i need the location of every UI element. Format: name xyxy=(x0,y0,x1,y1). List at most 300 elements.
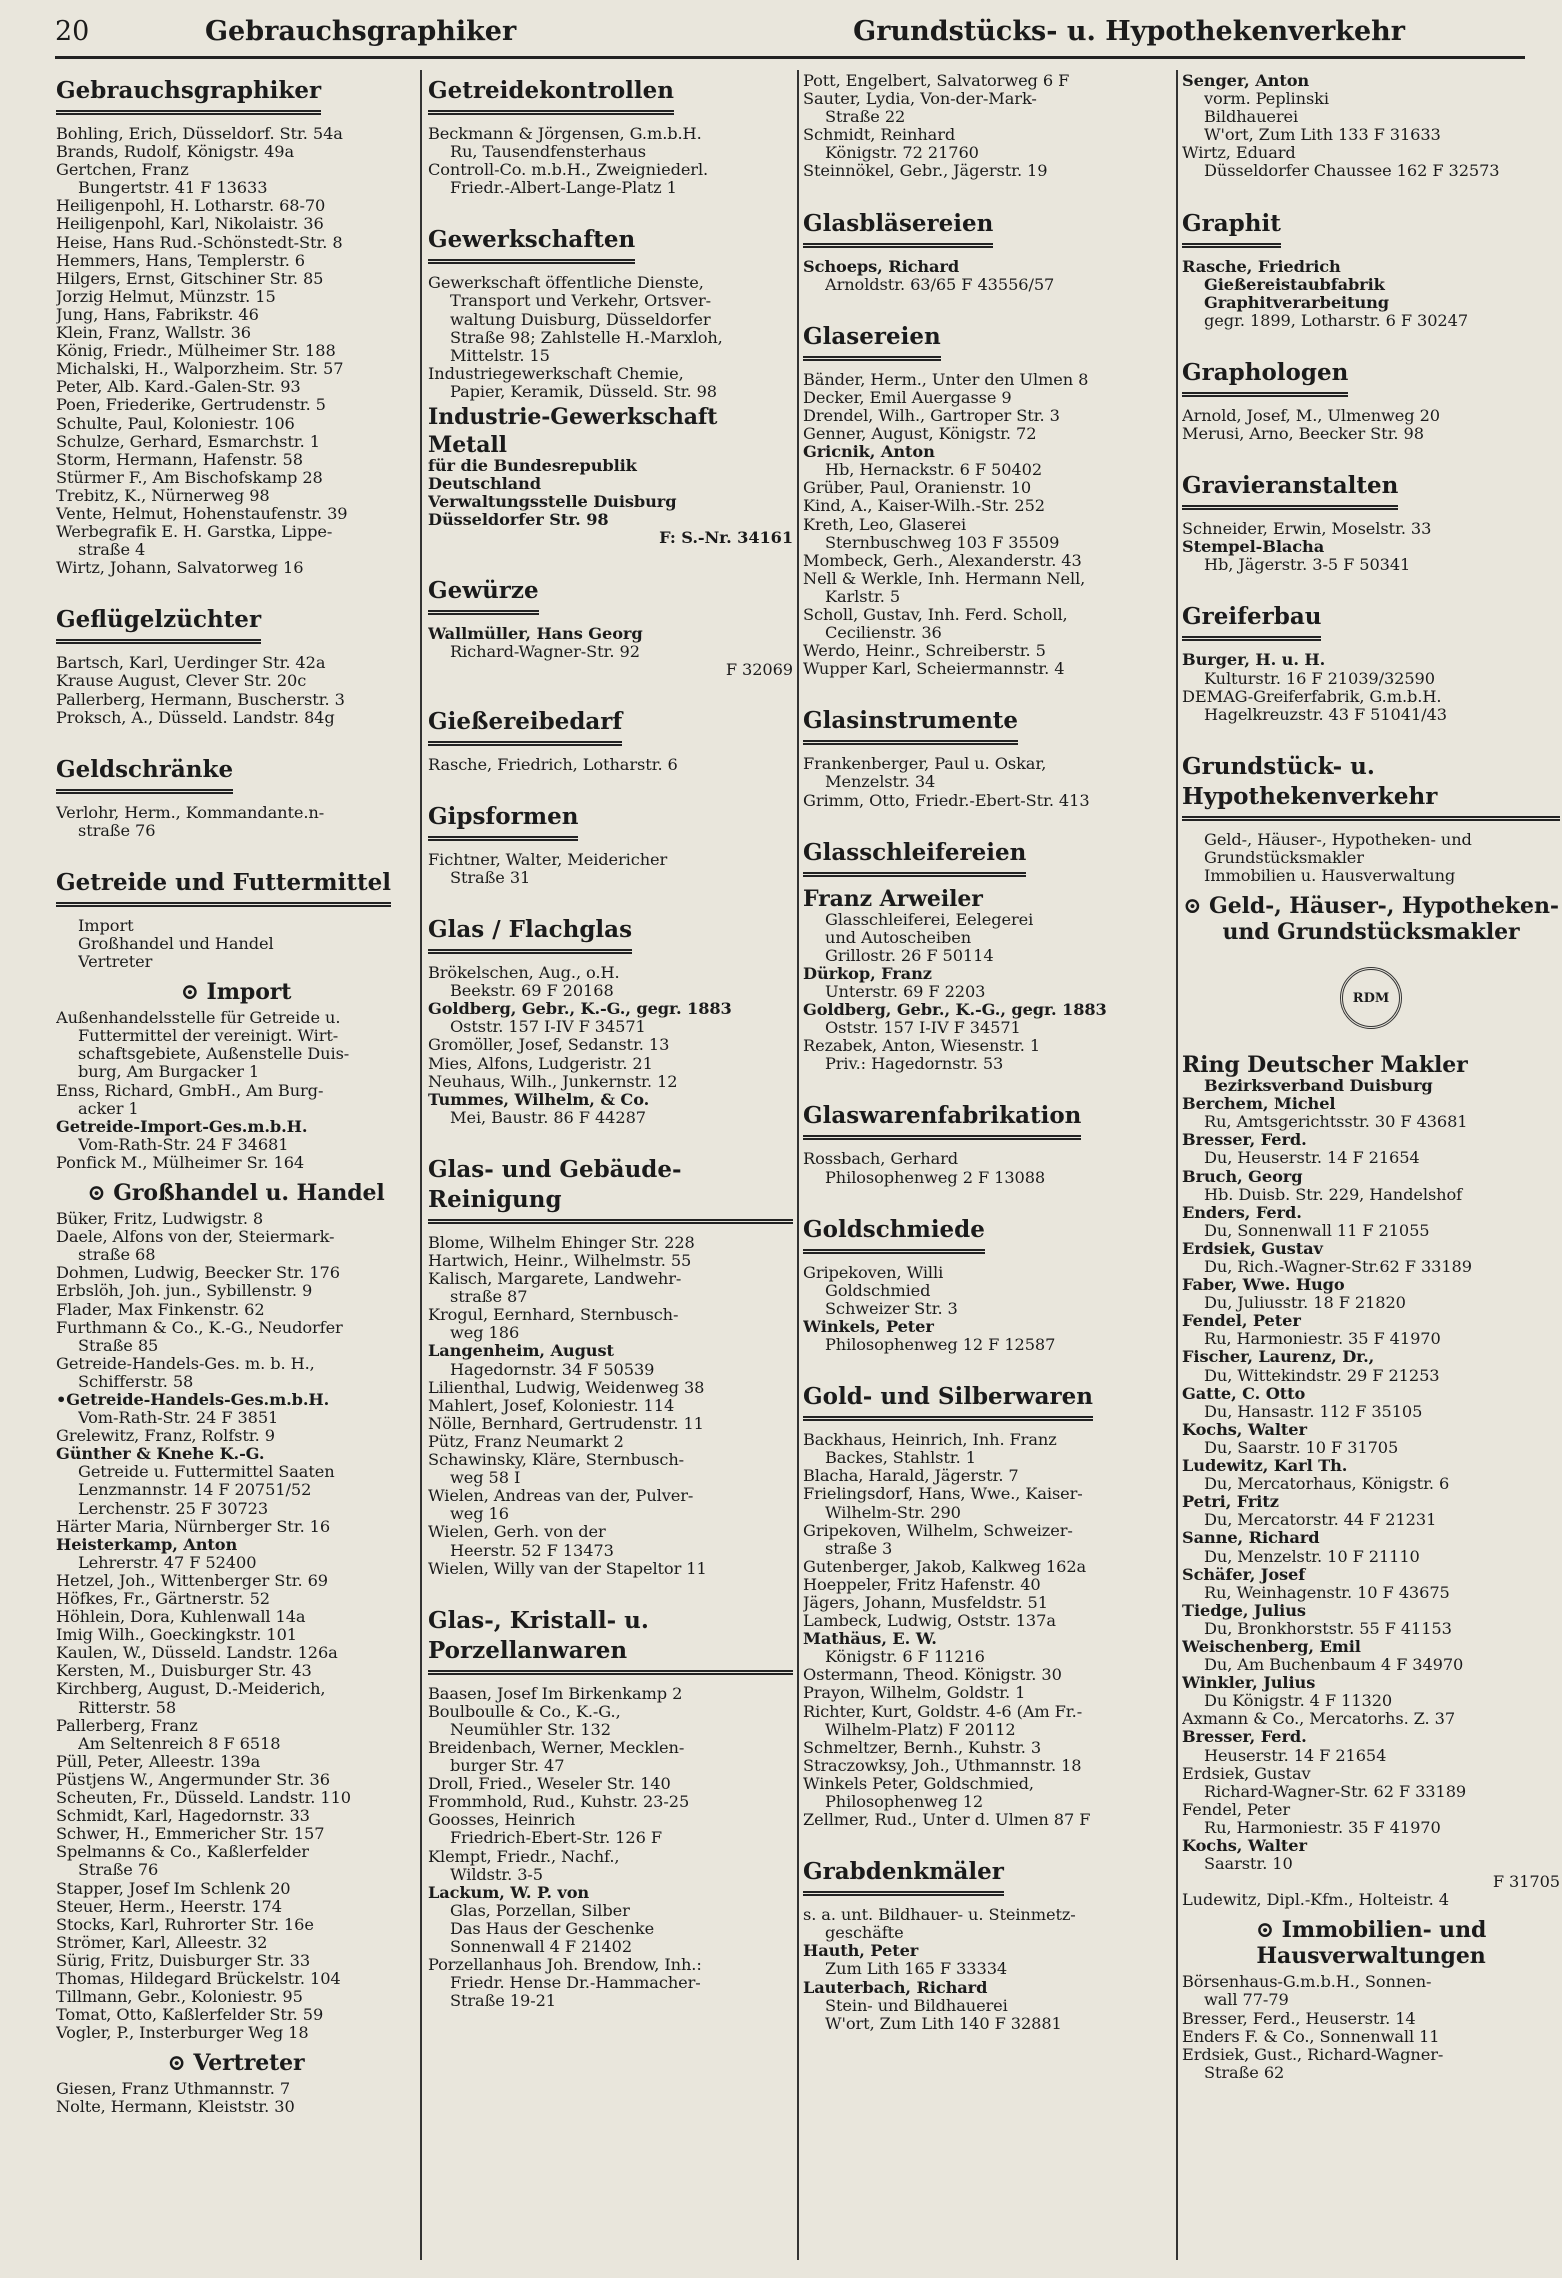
directory-entry: Hagelkreuzstr. 43 F 51041/43 xyxy=(1204,705,1447,724)
directory-entry: Du, Saarstr. 10 F 31705 xyxy=(1204,1438,1399,1457)
directory-entry: Nolte, Hermann, Kleiststr. 30 xyxy=(56,2098,295,2117)
directory-entry: Du, Bronkhorststr. 55 F 41153 xyxy=(1204,1619,1452,1638)
directory-entry: Backhaus, Heinrich, Inh. Franz xyxy=(803,1431,1057,1450)
directory-entry: Scholl, Gustav, Inh. Ferd. Scholl, xyxy=(803,605,1068,624)
section-heading: Greiferbau xyxy=(1182,602,1321,641)
directory-entry: Erdsiek, Gust., Richard-Wagner- xyxy=(1182,2045,1444,2064)
section-heading: Gewerkschaften xyxy=(428,225,635,264)
directory-entry: Kersten, M., Duisburger Str. 43 xyxy=(56,1662,312,1681)
directory-entry: Werbegrafik E. H. Garstka, Lippe- xyxy=(56,523,333,542)
directory-entry: Blacha, Harald, Jägerstr. 7 xyxy=(803,1467,1019,1486)
directory-entry: Daele, Alfons von der, Steiermark- xyxy=(56,1228,335,1247)
directory-entry: Friedr.-Albert-Lange-Platz 1 xyxy=(450,179,677,198)
directory-entry: Wielen, Willy van der Stapeltor 11 xyxy=(428,1559,707,1578)
directory-entry: Hb, Jägerstr. 3-5 F 50341 xyxy=(1204,556,1411,575)
directory-entry: Flader, Max Finkenstr. 62 xyxy=(56,1300,265,1319)
directory-entry: Zum Lith 165 F 33334 xyxy=(825,1960,1008,1979)
directory-entry: Weischenberg, Emil xyxy=(1182,1637,1361,1656)
entry-list xyxy=(428,125,793,197)
section-heading: Glasinstrumente xyxy=(803,706,1018,745)
directory-entry: König, Friedr., Mülheimer Str. 188 xyxy=(56,342,336,361)
directory-entry: Storm, Hermann, Hafenstr. 58 xyxy=(56,450,303,469)
left-running-title: Gebrauchsgraphiker xyxy=(205,16,517,47)
directory-entry: Du, Juliusstr. 18 F 21820 xyxy=(1204,1294,1406,1313)
directory-entry: Rossbach, Gerhard xyxy=(803,1150,959,1169)
directory-entry: Wirtz, Johann, Salvatorweg 16 xyxy=(56,559,304,578)
directory-entry: Lerchenstr. 25 F 30723 xyxy=(78,1499,269,1518)
directory-entry: Industriegewerkschaft Chemie, xyxy=(428,364,684,383)
directory-section xyxy=(803,72,1173,181)
directory-section xyxy=(1182,457,1560,574)
directory-entry: Bohling, Erich, Düsseldorf. Str. 54a xyxy=(56,125,343,143)
section-heading: Getreide und Futtermittel xyxy=(56,868,391,907)
directory-section xyxy=(1182,195,1560,330)
directory-entry: Michalski, H., Walporzheim. Str. 57 xyxy=(56,360,344,379)
directory-entry: Boulboulle & Co., K.-G., xyxy=(428,1702,621,1721)
directory-section xyxy=(1182,738,1560,2082)
header-rule xyxy=(55,56,1525,59)
directory-entry: Straße 22 xyxy=(825,108,906,127)
directory-entry: Friedr. Hense Dr.-Hammacher- xyxy=(450,1974,701,1993)
directory-entry: Friedrich-Ebert-Str. 126 F xyxy=(450,1829,662,1848)
directory-entry: Klein, Franz, Wallstr. 36 xyxy=(56,324,252,343)
directory-entry: Püstjens W., Angermunder Str. 36 xyxy=(56,1770,330,1789)
directory-entry: Ritterstr. 58 xyxy=(78,1698,177,1717)
directory-entry: Du, Wittekindstr. 29 F 21253 xyxy=(1204,1366,1440,1385)
directory-entry: Controll-Co. m.b.H., Zweigniederl. xyxy=(428,161,709,180)
directory-entry: Genner, August, Königstr. 72 xyxy=(803,425,1037,444)
directory-entry: Heiligenpohl, Karl, Nikolaistr. 36 xyxy=(56,215,324,234)
directory-entry: Tummes, Wilhelm, & Co. xyxy=(428,1090,650,1109)
directory-entry: Deutschland xyxy=(428,475,541,494)
directory-entry: Pütz, Franz Neumarkt 2 xyxy=(428,1432,624,1451)
entry-list xyxy=(803,1150,1173,1186)
directory-entry: Grimm, Otto, Friedr.-Ebert-Str. 413 xyxy=(803,791,1090,810)
directory-entry: Futtermittel der vereinigt. Wirt- xyxy=(78,1027,339,1046)
directory-entry: Gricnik, Anton xyxy=(803,443,935,462)
directory-entry: Härter Maria, Nürnberger Str. 16 xyxy=(56,1517,331,1536)
directory-entry: Karlstr. 5 xyxy=(825,587,901,606)
directory-entry: Ru, Weinhagenstr. 10 F 43675 xyxy=(1204,1583,1450,1602)
directory-entry: Goldberg, Gebr., K.-G., gegr. 1883 xyxy=(803,1001,1107,1020)
directory-entry: Ru, Amtsgerichtsstr. 30 F 43681 xyxy=(1204,1113,1468,1132)
directory-entry: Du, Rich.-Wagner-Str.62 F 33189 xyxy=(1204,1258,1472,1276)
column-divider xyxy=(797,70,799,2260)
directory-entry: Zellmer, Rud., Unter d. Ulmen 87 F xyxy=(803,1811,1091,1830)
entry-list xyxy=(56,654,416,726)
directory-entry: für die Bundesrepublik xyxy=(428,457,637,476)
directory-entry: Dürkop, Franz xyxy=(803,964,932,983)
right-running-title: Grundstücks- u. Hypothekenverkehr xyxy=(853,16,1405,47)
directory-entry: Blome, Wilhelm Ehinger Str. 228 xyxy=(428,1233,695,1252)
directory-entry: Merusi, Arno, Beecker Str. 98 xyxy=(1182,425,1424,444)
directory-entry: Großhandel und Handel xyxy=(78,935,274,953)
directory-entry: Imig Wilh., Goeckingkstr. 101 xyxy=(56,1626,297,1645)
directory-entry: Goosses, Heinrich xyxy=(428,1811,576,1830)
directory-entry: Enders, Ferd. xyxy=(1182,1203,1302,1222)
directory-entry: Heiligenpohl, H. Lotharstr. 68-70 xyxy=(56,197,326,216)
section-heading: Glas / Flachglas xyxy=(428,915,632,954)
directory-entry: Heise, Hans Rud.-Schönstedt-Str. 8 xyxy=(56,233,343,252)
directory-entry: Scheuten, Fr., Düsseld. Landstr. 110 xyxy=(56,1789,351,1808)
directory-entry: Frankenberger, Paul u. Oskar, xyxy=(803,755,1047,774)
directory-entry: Sonnenwall 4 F 21402 xyxy=(450,1938,633,1956)
entry-list xyxy=(803,258,1173,294)
directory-entry: Papier, Keramik, Düsseld. Str. 98 xyxy=(450,382,718,401)
directory-entry: Decker, Emil Auergasse 9 xyxy=(803,388,1012,407)
directory-entry: Hetzel, Joh., Wittenberger Str. 69 xyxy=(56,1571,328,1590)
directory-entry: Prayon, Wilhelm, Goldstr. 1 xyxy=(803,1684,1026,1703)
entry-list xyxy=(56,125,416,577)
directory-entry: Werdo, Heinr., Schreiberstr. 5 xyxy=(803,642,1046,661)
page-number: 20 xyxy=(55,16,90,47)
directory-entry: Neumühler Str. 132 xyxy=(450,1720,611,1739)
directory-entry: Du, Am Buchenbaum 4 F 34970 xyxy=(1204,1656,1464,1675)
directory-section xyxy=(428,211,793,547)
directory-entry: Ru, Harmoniestr. 35 F 41970 xyxy=(1204,1818,1441,1837)
directory-entry: Import xyxy=(78,916,134,935)
directory-entry: Glas, Porzellan, Silber xyxy=(450,1901,630,1920)
column-1 xyxy=(56,62,416,2267)
directory-section xyxy=(428,62,793,197)
directory-entry: Straße 76 xyxy=(78,1861,159,1880)
directory-entry: Industrie-Gewerkschaft xyxy=(428,405,718,430)
directory-section xyxy=(428,901,793,1127)
directory-entry: Düsseldorfer Chaussee 162 F 32573 xyxy=(1204,162,1500,181)
directory-entry: Vertreter xyxy=(78,953,153,972)
directory-entry: Gripekoven, Wilhelm, Schweizer- xyxy=(803,1521,1073,1540)
section-heading: Goldschmiede xyxy=(803,1215,985,1254)
directory-entry: Straße 19-21 xyxy=(450,1992,556,2011)
directory-entry: Glasschleiferei, Eelegerei xyxy=(825,910,1034,929)
directory-entry: Ludewitz, Karl Th. xyxy=(1182,1457,1348,1476)
directory-entry: Kreth, Leo, Glaserei xyxy=(803,515,967,534)
directory-entry: Tomat, Otto, Kaßlerfelder Str. 59 xyxy=(56,2006,324,2025)
directory-entry: Geld-, Häuser-, Hypotheken- und xyxy=(1204,830,1472,849)
directory-entry: Am Seltenreich 8 F 6518 xyxy=(78,1734,281,1753)
directory-entry: vorm. Peplinski xyxy=(1204,90,1329,109)
directory-entry: Immobilien u. Hausverwaltung xyxy=(1204,866,1456,885)
section-heading: Glaswarenfabrikation xyxy=(803,1101,1081,1140)
directory-entry: Rasche, Friedrich, Lotharstr. 6 xyxy=(428,755,678,774)
directory-entry: Grillostr. 26 F 50114 xyxy=(825,946,994,965)
directory-entry: Wupper Karl, Scheiermannstr. 4 xyxy=(803,660,1065,679)
directory-entry: Getreide-Import-Ges.m.b.H. xyxy=(56,1117,308,1136)
directory-entry: Steinnökel, Gebr., Jägerstr. 19 xyxy=(803,162,1048,181)
directory-entry: Du, Heuserstr. 14 F 21654 xyxy=(1204,1149,1420,1168)
section-heading: Graphologen xyxy=(1182,358,1348,397)
directory-entry: Gertchen, Franz xyxy=(56,161,189,180)
directory-entry: Du, Mercatorhaus, Königstr. 6 xyxy=(1204,1475,1450,1494)
entry-list xyxy=(803,1906,1173,2033)
directory-entry: Philosophenweg 12 F 12587 xyxy=(825,1336,1056,1355)
section-heading: Graphit xyxy=(1182,209,1281,248)
directory-entry: Mahlert, Josef, Koloniestr. 114 xyxy=(428,1396,675,1415)
directory-entry: Lambeck, Ludwig, Oststr. 137a xyxy=(803,1612,1056,1631)
directory-entry: Ring Deutscher Makler xyxy=(1182,1053,1468,1078)
directory-entry: Menzelstr. 34 xyxy=(825,773,936,792)
directory-entry: s. a. unt. Bildhauer- u. Steinmetz- xyxy=(803,1906,1076,1925)
directory-entry: Stempel-Blacha xyxy=(1182,538,1325,557)
directory-entry: Hb, Hernackstr. 6 F 50402 xyxy=(825,461,1043,480)
directory-entry: Erdsiek, Gustav xyxy=(1182,1239,1323,1258)
directory-entry: Königstr. 6 F 11216 xyxy=(825,1648,985,1667)
section-heading: Gießereibedarf xyxy=(428,707,622,746)
directory-entry: Rasche, Friedrich xyxy=(1182,257,1341,276)
directory-section xyxy=(803,308,1173,679)
section-heading: Geldschränke xyxy=(56,755,233,794)
directory-entry: Jung, Hans, Fabrikstr. 46 xyxy=(56,305,259,324)
entry-list xyxy=(428,851,793,887)
directory-entry: Gutenberger, Jakob, Kalkweg 162a xyxy=(803,1557,1087,1576)
directory-section xyxy=(803,1843,1173,2033)
directory-section xyxy=(56,741,416,840)
directory-entry: Heisterkamp, Anton xyxy=(56,1535,238,1554)
directory-entry: Hartwich, Heinr., Wilhelmstr. 55 xyxy=(428,1252,692,1270)
directory-entry: Furthmann & Co., K.-G., Neudorfer xyxy=(56,1318,343,1337)
directory-section xyxy=(803,1087,1173,1186)
directory-entry: Wielen, Andreas van der, Pulver- xyxy=(428,1487,694,1506)
directory-entry: Spelmanns & Co., Kaßlerfelder xyxy=(56,1843,309,1862)
directory-entry: Franz Arweiler xyxy=(803,886,983,911)
directory-entry: Günther & Knehe K.-G. xyxy=(56,1445,265,1464)
section-heading: Gravieranstalten xyxy=(1182,471,1398,510)
directory-entry: Oststr. 157 I-IV F 34571 xyxy=(450,1018,646,1037)
directory-entry: Hauth, Peter xyxy=(803,1942,919,1961)
directory-entry: Saarstr. 10 xyxy=(1204,1855,1293,1874)
directory-entry: Enss, Richard, GmbH., Am Burg- xyxy=(56,1081,324,1100)
directory-entry: Bungertstr. 41 F 13633 xyxy=(78,179,268,198)
directory-entry: Langenheim, August xyxy=(428,1342,614,1361)
entry-list xyxy=(1182,651,1560,723)
directory-entry: Oststr. 157 I-IV F 34571 xyxy=(825,1019,1021,1038)
directory-entry: wall 77-79 xyxy=(1204,1991,1289,2010)
directory-entry: straße 68 xyxy=(78,1246,156,1265)
directory-entry: Giesen, Franz Uthmannstr. 7 xyxy=(56,2080,291,2099)
directory-section xyxy=(428,1141,793,1578)
directory-entry: Frommhold, Rud., Kuhstr. 23-25 xyxy=(428,1793,690,1812)
section-heading: Glas-, Kristall- u. Porzellanwaren xyxy=(428,1606,793,1675)
directory-section xyxy=(56,62,416,577)
column-4 xyxy=(1182,62,1560,2267)
directory-entry: Ludewitz, Dipl.-Kfm., Holteistr. 4 xyxy=(1182,1891,1449,1910)
directory-entry: Peter, Alb. Kard.-Galen-Str. 93 xyxy=(56,378,301,397)
directory-entry: Wildstr. 3-5 xyxy=(450,1865,543,1884)
entry-list xyxy=(428,1234,793,1578)
directory-entry: Lackum, W. P. von xyxy=(428,1883,590,1902)
directory-entry: Grundstücksmakler xyxy=(1204,848,1364,867)
directory-entry: Ru, Tausendfensterhaus xyxy=(450,143,646,162)
directory-entry: Vente, Helmut, Hohenstaufenstr. 39 xyxy=(56,504,348,523)
directory-entry: Graphitverarbeitung xyxy=(1204,293,1390,312)
directory-entry: Priv.: Hagedornstr. 53 xyxy=(825,1055,1004,1074)
directory-entry: Jägers, Johann, Musfeldstr. 51 xyxy=(803,1593,1048,1612)
directory-entry: Bänder, Herm., Unter den Ulmen 8 xyxy=(803,370,1089,389)
entry-list xyxy=(428,1685,793,2011)
entry-list xyxy=(428,756,793,774)
directory-entry: Verwaltungsstelle Duisburg xyxy=(428,493,677,512)
entry-list xyxy=(428,964,793,1127)
directory-entry: Tillmann, Gebr., Koloniestr. 95 xyxy=(56,1988,303,2007)
entry-list xyxy=(803,1431,1173,1829)
directory-entry: weg 16 xyxy=(450,1505,509,1524)
directory-entry: Jorzig Helmut, Münzstr. 15 xyxy=(56,287,276,306)
directory-entry: Nell & Werkle, Inh. Hermann Nell, xyxy=(803,569,1086,588)
directory-section xyxy=(428,693,793,774)
directory-entry: Rezabek, Anton, Wiesenstr. 1 xyxy=(803,1037,1041,1056)
directory-entry: Schäfer, Josef xyxy=(1182,1565,1306,1584)
directory-entry: weg 186 xyxy=(450,1324,520,1343)
directory-entry: Stapper, Josef Im Schlenk 20 xyxy=(56,1879,291,1898)
directory-entry: Gromöller, Josef, Sedanstr. 13 xyxy=(428,1036,670,1055)
subsection-heading: ⊙ Geld-, Häuser-, Hypotheken- und Grundstücksmakler xyxy=(1183,893,1559,946)
directory-entry: Stein- und Bildhauerei xyxy=(825,1996,1008,2015)
directory-entry: Fischer, Laurenz, Dr., xyxy=(1182,1348,1375,1367)
directory-entry: Bresser, Ferd., Heuserstr. 14 xyxy=(1182,2009,1416,2028)
directory-entry: Schifferstr. 58 xyxy=(78,1372,194,1391)
entry-list xyxy=(56,917,416,2117)
directory-section xyxy=(803,195,1173,294)
directory-entry: Winkels Peter, Goldschmied, xyxy=(803,1774,1034,1793)
directory-entry: Fendel, Peter xyxy=(1182,1312,1301,1331)
directory-entry: Hb. Duisb. Str. 229, Handelshof xyxy=(1204,1185,1463,1204)
directory-entry: Fichtner, Walter, Meidericher xyxy=(428,850,668,869)
directory-entry: Enders F. & Co., Sonnenwall 11 xyxy=(1182,2027,1440,2046)
directory-entry: Winkler, Julius xyxy=(1182,1674,1316,1693)
directory-entry: Mombeck, Gerh., Alexanderstr. 43 xyxy=(803,551,1082,570)
directory-entry: schaftsgebiete, Außenstelle Duis- xyxy=(78,1045,350,1064)
rdm-seal-logo: RDM xyxy=(1340,967,1402,1029)
directory-entry: Sürig, Fritz, Duisburger Str. 33 xyxy=(56,1951,311,1970)
directory-entry: Grelewitz, Franz, Rolfstr. 9 xyxy=(56,1427,275,1446)
directory-entry: Bildhauerei xyxy=(1204,108,1299,127)
entry-list xyxy=(803,72,1173,181)
directory-entry: Straße 85 xyxy=(78,1336,159,1355)
subsection-heading: ⊙ Import xyxy=(180,979,292,1006)
directory-entry: Philosophenweg 12 xyxy=(825,1793,984,1811)
directory-entry: Backes, Stahlstr. 1 xyxy=(825,1449,976,1468)
directory-entry: Richard-Wagner-Str. 62 F 33189 xyxy=(1204,1782,1467,1801)
column-divider xyxy=(1176,70,1178,2260)
directory-entry: Schwer, H., Emmericher Str. 157 xyxy=(56,1825,325,1844)
directory-entry: Straße 31 xyxy=(450,868,531,887)
directory-section xyxy=(803,692,1173,809)
section-heading: Gebrauchsgraphiker xyxy=(56,76,321,115)
directory-entry: straße 4 xyxy=(78,541,146,560)
directory-entry: Stocks, Karl, Ruhrorter Str. 16e xyxy=(56,1915,314,1934)
subsection-heading: ⊙ Großhandel u. Handel xyxy=(87,1180,385,1207)
directory-entry: Mittelstr. 15 xyxy=(450,346,550,365)
directory-entry: Strömer, Karl, Alleestr. 32 xyxy=(56,1933,268,1952)
directory-entry: Bartsch, Karl, Uerdinger Str. 42a xyxy=(56,654,326,673)
directory-entry: geschäfte xyxy=(825,1924,904,1943)
directory-entry: Wilhelm-Platz) F 20112 xyxy=(825,1720,1016,1739)
directory-entry: weg 58 I xyxy=(450,1469,521,1488)
directory-entry: Burger, H. u. H. xyxy=(1182,651,1326,670)
directory-entry: Drendel, Wilh., Gartroper Str. 3 xyxy=(803,406,1060,425)
directory-entry: Goldschmied xyxy=(825,1281,931,1300)
directory-entry: Du Königstr. 4 F 11320 xyxy=(1204,1692,1393,1711)
directory-entry: Wilhelm-Str. 290 xyxy=(825,1503,961,1522)
directory-entry: Kochs, Walter xyxy=(1182,1420,1307,1439)
directory-entry: gegr. 1899, Lotharstr. 6 F 30247 xyxy=(1204,311,1469,330)
directory-entry: Getreide u. Futtermittel Saaten xyxy=(78,1463,335,1482)
directory-entry: F 32069 xyxy=(725,660,793,679)
directory-section xyxy=(803,1201,1173,1354)
directory-section xyxy=(428,788,793,887)
entry-list xyxy=(56,804,416,840)
directory-section xyxy=(803,1368,1173,1829)
directory-entry: Schweizer Str. 3 xyxy=(825,1299,958,1318)
section-heading: Gipsformen xyxy=(428,802,578,841)
directory-entry: Goldberg, Gebr., K.-G., gegr. 1883 xyxy=(428,1000,732,1019)
directory-entry: Straße 62 xyxy=(1204,2063,1285,2082)
directory-entry: Bresser, Ferd. xyxy=(1182,1131,1307,1150)
directory-entry: Arnoldstr. 63/65 F 43556/57 xyxy=(825,275,1055,294)
directory-entry: Höhlein, Dora, Kuhlenwall 14a xyxy=(56,1608,306,1627)
directory-entry: Krogul, Eernhard, Sternbusch- xyxy=(428,1306,679,1325)
directory-entry: Lehrerstr. 47 F 52400 xyxy=(78,1553,257,1572)
directory-entry: Lauterbach, Richard xyxy=(803,1978,988,1997)
directory-section xyxy=(1182,344,1560,443)
entry-list xyxy=(1182,258,1560,330)
directory-section xyxy=(428,1592,793,2011)
entry-list xyxy=(428,274,793,547)
directory-entry: Breidenbach, Werner, Mecklen- xyxy=(428,1738,685,1757)
section-heading: Glasereien xyxy=(803,322,941,361)
directory-section xyxy=(428,562,793,679)
directory-entry: Pallerberg, Franz xyxy=(56,1716,198,1735)
directory-entry: straße 76 xyxy=(78,821,156,840)
directory-entry: Grüber, Paul, Oranienstr. 10 xyxy=(803,479,1032,498)
section-heading: Geflügelzüchter xyxy=(56,605,261,644)
directory-entry: Außenhandelsstelle für Getreide u. xyxy=(56,1009,341,1028)
directory-entry: Berchem, Michel xyxy=(1182,1095,1336,1114)
directory-section xyxy=(1182,588,1560,723)
directory-entry: Vogler, P., Insterburger Weg 18 xyxy=(56,2024,309,2043)
directory-entry: Vom-Rath-Str. 24 F 34681 xyxy=(78,1135,289,1154)
entry-list xyxy=(803,887,1173,1074)
directory-entry: Hoeppeler, Fritz Hafenstr. 40 xyxy=(803,1575,1041,1594)
directory-entry: DEMAG-Greiferfabrik, G.m.b.H. xyxy=(1182,687,1442,706)
directory-entry: Sauter, Lydia, Von-der-Mark- xyxy=(803,90,1037,109)
column-2 xyxy=(428,62,793,2267)
directory-entry: Richter, Kurt, Goldstr. 4-6 (Am Fr.- xyxy=(803,1702,1083,1721)
directory-entry: Schawinsky, Kläre, Sternbusch- xyxy=(428,1451,685,1470)
directory-entry: Richard-Wagner-Str. 92 xyxy=(450,642,640,661)
directory-entry: Beckmann & Jörgensen, G.m.b.H. xyxy=(428,125,702,143)
directory-section xyxy=(56,854,416,2117)
directory-entry: Proksch, A., Düsseld. Landstr. 84g xyxy=(56,708,335,727)
directory-entry: Düsseldorfer Str. 98 xyxy=(428,511,609,530)
directory-entry: Du, Menzelstr. 10 F 21110 xyxy=(1204,1547,1420,1566)
directory-entry: waltung Duisburg, Düsseldorfer xyxy=(450,310,711,329)
directory-entry: und Autoscheiben xyxy=(825,928,972,947)
directory-entry: Mathäus, E. W. xyxy=(803,1630,937,1649)
directory-entry: Kind, A., Kaiser-Wilh.-Str. 252 xyxy=(803,497,1045,516)
directory-entry: Das Haus der Geschenke xyxy=(450,1919,655,1938)
directory-entry: Axmann & Co., Mercatorhs. Z. 37 xyxy=(1182,1710,1456,1729)
directory-entry: Getreide-Handels-Ges. m. b. H., xyxy=(56,1354,315,1373)
directory-entry: Droll, Fried., Weseler Str. 140 xyxy=(428,1775,671,1794)
directory-entry: Tiedge, Julius xyxy=(1182,1601,1306,1620)
directory-entry: Krause August, Clever Str. 20c xyxy=(56,672,307,691)
directory-entry: Pott, Engelbert, Salvatorweg 6 F xyxy=(803,72,1070,90)
directory-entry: Wielen, Gerh. von der xyxy=(428,1523,606,1542)
directory-entry: acker 1 xyxy=(78,1099,139,1118)
directory-entry: Kulturstr. 16 F 21039/32590 xyxy=(1204,669,1435,688)
directory-entry: Mies, Alfons, Ludgeristr. 21 xyxy=(428,1054,653,1073)
